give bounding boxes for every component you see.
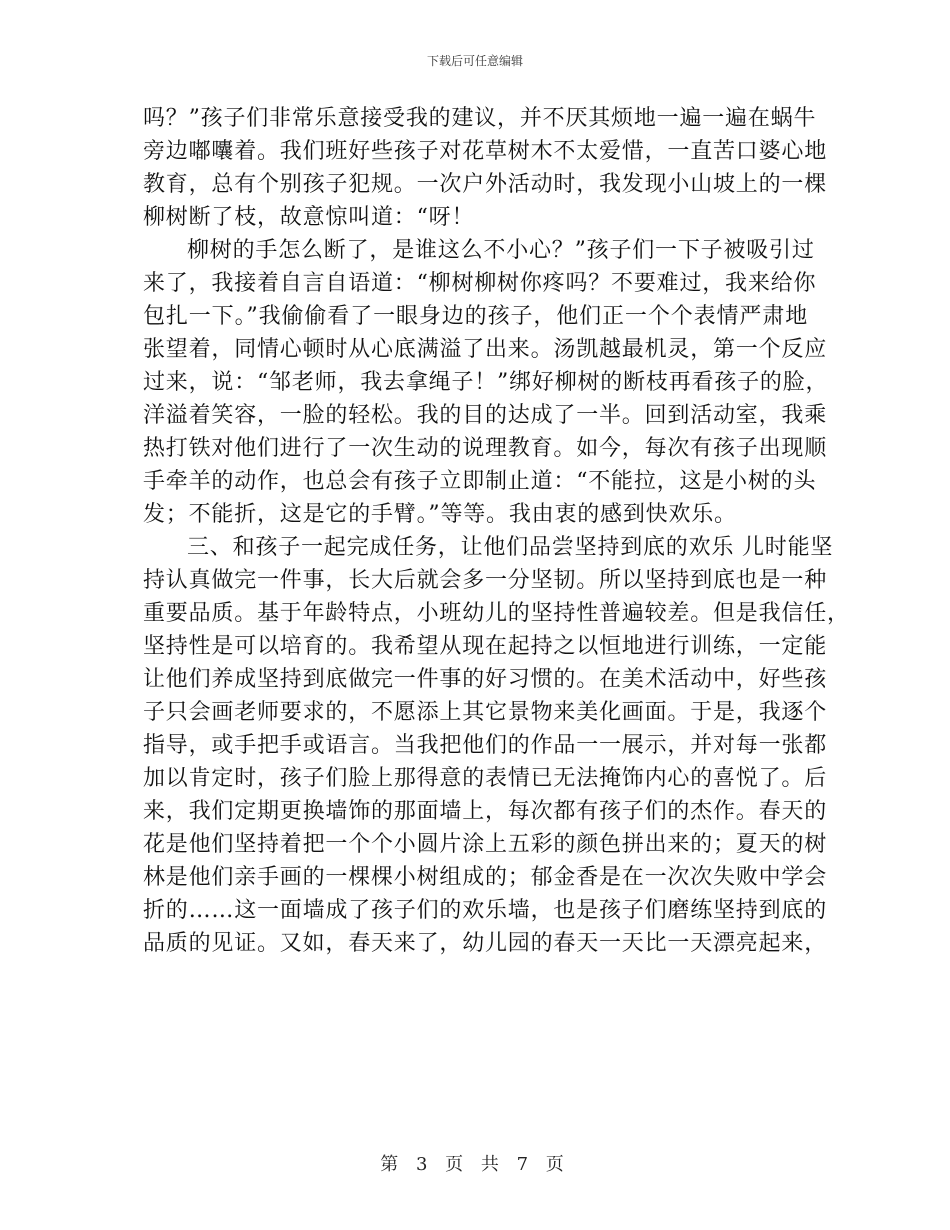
page-number: 第 3 页 共 7 页 <box>380 1154 570 1175</box>
text-line: 吗？”孩子们非常乐意接受我的建议，并不厌其烦地一遍一遍在蜗牛 <box>143 106 817 131</box>
text-line: 柳树断了枝，故意惊叫道：“呀！ <box>143 205 475 230</box>
page-header-note: 下载后可任意编辑 <box>426 54 523 68</box>
text-line: 洋溢着笑容，一脸的轻松。我的目的达成了一半。回到活动室，我乘 <box>143 403 828 428</box>
text-line: 来，我们定期更换墙饰的那面墙上，每次都有孩子们的杰作。春天的 <box>143 799 828 824</box>
text-line: 坚持性是可以培育的。我希望从现在起持之以恒地进行训练，一定能 <box>143 634 828 659</box>
text-line: 加以肯定时，孩子们脸上那得意的表情已无法掩饰内心的喜悦了。后 <box>143 766 828 791</box>
text-line: 花是他们坚持着把一个个小圆片涂上五彩的颜色拼出来的；夏天的树 <box>143 832 828 857</box>
text-line: 林是他们亲手画的一棵棵小树组成的；郁金香是在一次次失败中学会 <box>143 865 828 890</box>
document-body <box>143 102 850 960</box>
text-line: 张望着，同情心顿时从心底满溢了出来。汤凯越最机灵，第一个反应 <box>143 337 828 362</box>
text-line: 包扎一下。”我偷偷看了一眼身边的孩子，他们正一个个表情严肃地 <box>143 304 808 329</box>
text-line-paragraph-start: 三、和孩子一起完成任务，让他们品尝坚持到底的欢乐 儿时能坚 <box>187 535 834 560</box>
text-line: 旁边嘟囔着。我们班好些孩子对花草树木不太爱惜，一直苦口婆心地 <box>143 139 828 164</box>
text-line: 子只会画老师要求的，不愿添上其它景物来美化画面。于是，我逐个 <box>143 700 828 725</box>
text-line: 过来，说：“邹老师，我去拿绳子！”绑好柳树的断枝再看孩子的脸， <box>143 370 829 395</box>
text-line: 手牵羊的动作，也总会有孩子立即制止道：“不能拉，这是小树的头 <box>143 469 817 494</box>
text-line: 教育，总有个别孩子犯规。一次户外活动时，我发现小山坡上的一棵 <box>143 172 828 197</box>
text-line: 折的……这一面墙成了孩子们的欢乐墙，也是孩子们磨练坚持到底的 <box>143 898 828 923</box>
text-line: 重要品质。基于年龄特点，小班幼儿的坚持性普遍较差。但是我信任， <box>143 601 850 626</box>
text-line-paragraph-start: 柳树的手怎么断了，是谁这么不小心？”孩子们一下子被吸引过 <box>187 238 815 263</box>
text-line: 品质的见证。又如，春天来了，幼儿园的春天一天比一天漂亮起来， <box>143 931 828 956</box>
text-line: 来了，我接着自言自语道：“柳树柳树你疼吗？不要难过，我来给你 <box>143 271 817 296</box>
text-line: 让他们养成坚持到底做完一件事的好习惯的。在美术活动中，好些孩 <box>143 667 828 692</box>
text-line: 持认真做完一件事，长大后就会多一分坚韧。所以坚持到底也是一种 <box>143 568 828 593</box>
text-line: 指导，或手把手或语言。当我把他们的作品一一展示，并对每一张都 <box>143 733 828 758</box>
text-line: 热打铁对他们进行了一次生动的说理教育。如今，每次有孩子出现顺 <box>143 436 828 461</box>
text-line: 发；不能折，这是它的手臂。”等等。我由衷的感到快欢乐。 <box>143 502 737 527</box>
